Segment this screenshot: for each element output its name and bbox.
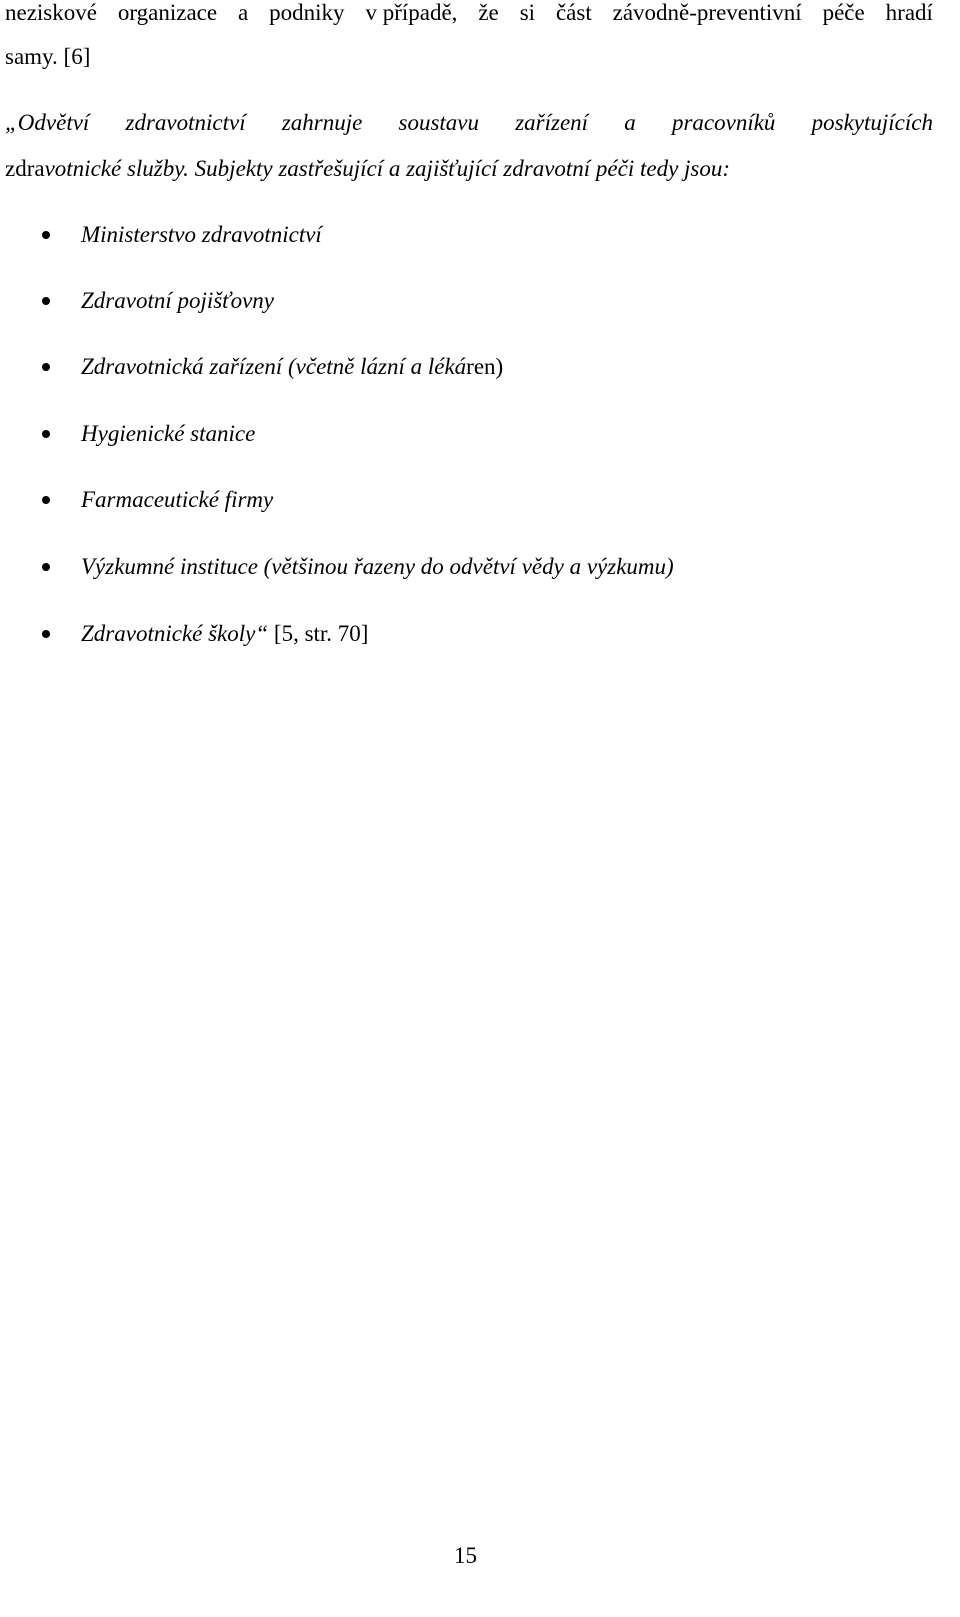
citation: [5, str. 70] [268,621,369,646]
bullet-icon [42,430,50,438]
list-item-upright-part: ren) [466,354,504,379]
list-item [0,286,900,316]
page-number: 15 [454,1543,477,1568]
list-item-text [81,352,503,382]
list-item-text: Farmaceutické firmy [81,487,274,512]
word: péče [822,0,865,25]
list-item-text [81,619,368,649]
word: závodně-preventivní [612,0,802,25]
paragraph-line-1 [5,0,933,27]
word: organizace [117,0,218,25]
word: že [478,0,499,25]
bullet-icon [42,563,50,571]
list-item-italic-part: Zdravotnická zařízení (včetně lázní a léká [81,354,467,379]
word: pracovníků [671,110,776,135]
word: neziskové [5,0,97,25]
quote-italic-part: votnické služby. Subjekty zastřešující a zajišťující zdravotní péči tedy jsou: [44,156,731,181]
quote-line-2 [5,155,730,183]
bullet-icon [42,363,50,371]
list-item-text: Hygienické stanice [81,421,256,446]
list-item [0,352,900,382]
list-item [0,220,900,250]
list-item [0,485,900,515]
list-item-text: Zdravotní pojišťovny [81,288,274,313]
word: v případě, [365,0,458,25]
list-item [0,419,900,449]
list-item-text: Výzkumné instituce (většinou řazeny do odvětví vědy a výzkumu) [81,554,674,579]
quote-line-1 [5,109,933,137]
word: poskytujících [811,110,933,135]
list-item-italic-part: Zdravotnické školy“ [81,621,269,646]
bullet-icon [42,630,50,638]
word: a [238,0,249,25]
word: zdravotnictví [125,110,246,135]
word: zařízení [515,110,589,135]
word: část [555,0,592,25]
list-item-text: Ministerstvo zdravotnictví [81,222,322,247]
word: si [519,0,536,25]
bullet-icon [42,496,50,504]
quote-upright-part: zdra [5,156,45,181]
word: zahrnuje [281,110,363,135]
paragraph-line-2: samy. [6] [5,44,91,69]
bullet-icon [42,231,50,239]
bullet-icon [42,297,50,305]
list-item [0,619,900,649]
list-item [0,552,900,582]
word: a [624,110,636,135]
word: podniky [269,0,345,25]
word: hradí [885,0,933,25]
word: „Odvětví [5,110,90,135]
word: soustavu [398,110,480,135]
